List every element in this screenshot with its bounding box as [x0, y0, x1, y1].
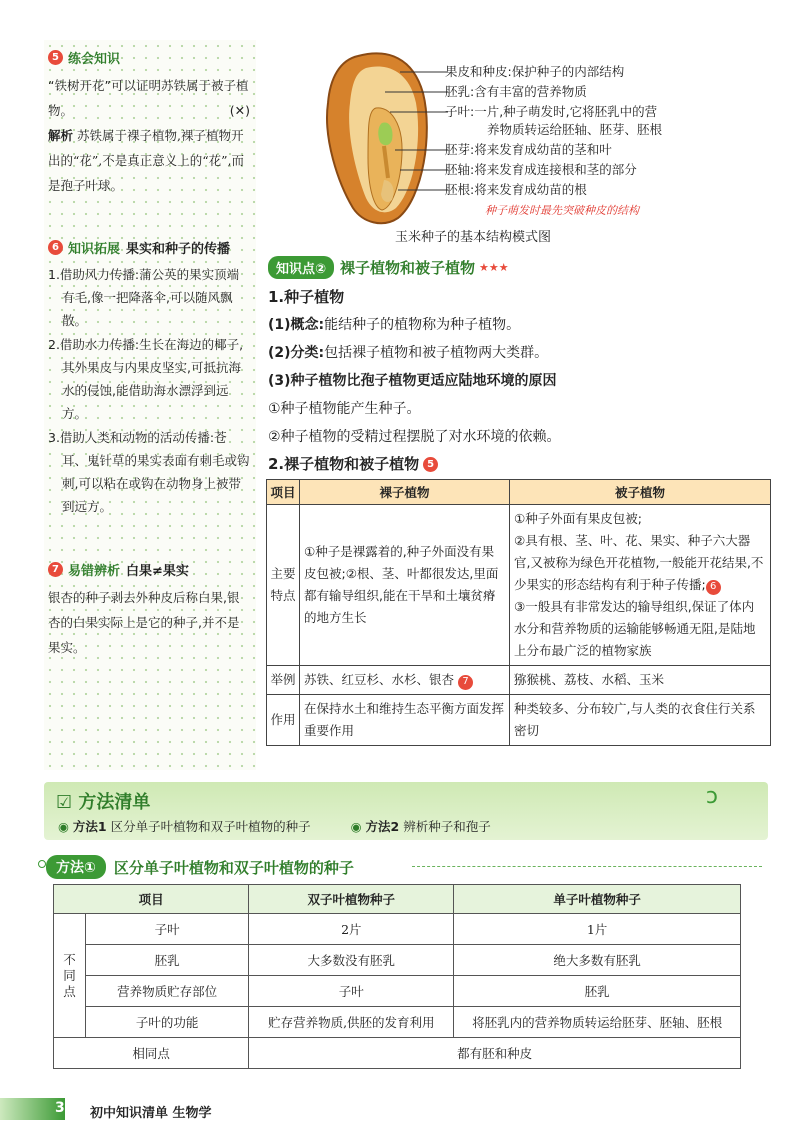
bullet-icon — [38, 860, 46, 868]
knowledge-point-header — [268, 256, 509, 279]
method1-tag: 方法① — [46, 855, 106, 879]
method-list-title: 方法清单 — [78, 792, 151, 813]
table-cell: 种类较多、分布较广,与人类的衣食住行关系密切 — [510, 695, 771, 746]
table-cell: 1片 — [454, 914, 741, 945]
concept-label: (1)概念: — [268, 317, 325, 333]
table-cell: 子叶的功能 — [86, 1007, 249, 1038]
swirl-icon: ↄ — [705, 784, 718, 809]
reason-1: ①种子植物能产生种子。 — [268, 401, 421, 417]
table-cell: ②具有根、茎、叶、花、果实、种子六大器官,又被称为绿色开花植物,一般能开花结果,不少果实的形态结构有利于种子传播; — [514, 533, 764, 592]
table-cell: 绝大多数有胚乳 — [454, 945, 741, 976]
page-number: 38 — [55, 1100, 75, 1116]
analysis-text: 苏铁属于裸子植物,裸子植物开出的“花”,不是真正意义上的“花”,而是孢子叶球。 — [48, 128, 245, 193]
table-cell: 子叶 — [86, 914, 249, 945]
table-cell: 胚乳 — [454, 976, 741, 1007]
concept-text: 能结种子的植物称为种子植物。 — [324, 317, 521, 333]
row-header: 作用 — [267, 695, 300, 746]
reason-2: ②种子植物的受精过程摆脱了对水环境的依赖。 — [268, 429, 561, 445]
diagram-caption: 玉米种子的基本结构模式图 — [395, 230, 552, 245]
reason-heading: (3)种子植物比孢子植物更适应陆地环境的原因 — [268, 373, 557, 389]
table-cell: 贮存营养物质,供胚的发育利用 — [249, 1007, 454, 1038]
seed-label: 养物质转运给胚轴、胚芽、胚根 — [487, 122, 663, 137]
gymnosperm-angiosperm-table — [266, 479, 771, 746]
table-header: 裸子植物 — [300, 480, 510, 505]
radicle-note: 种子萌发时最先突破种皮的结构 — [485, 204, 639, 217]
method-link-1[interactable]: ◉ 方法1 区分单子叶植物和双子叶植物的种子 — [58, 819, 311, 834]
table-header: 单子叶植物种子 — [454, 885, 741, 914]
table-cell: 将胚乳内的营养物质转运给胚芽、胚轴、胚根 — [454, 1007, 741, 1038]
dispersal-item: 2.借助水力传播:生长在海边的椰子,其外果皮与内果皮坚实,可抵抗海水的侵蚀,能借助海水漂浮到远方。 — [48, 337, 244, 421]
main-content — [268, 284, 778, 478]
table-cell: 营养物质贮存部位 — [86, 976, 249, 1007]
side-notes — [44, 40, 256, 770]
pointer-lines — [380, 60, 450, 200]
extension-subtitle: 果实和种子的传播 — [126, 242, 231, 257]
practice-title: 练会知识 — [68, 52, 121, 67]
table-cell: ①种子是裸露着的,种子外面没有果皮包被;②根、茎、叶都很发达,里面都有输导组织,能在干旱和土壤贫瘠的地方生长 — [300, 505, 510, 666]
practice-answer: (✕) — [229, 103, 250, 118]
method-list-banner — [44, 782, 768, 840]
mistake-title: 易错辨析 — [68, 564, 121, 579]
dispersal-item: 1.借助风力传播:蒲公英的果实顶端有毛,像一把降落伞,可以随风飘散。 — [48, 267, 240, 328]
divider — [412, 866, 762, 867]
table-header: 项目 — [267, 480, 300, 505]
section-number-6: 6 — [706, 580, 721, 595]
mistake-subtitle: 白果≠果实 — [126, 564, 189, 579]
importance-stars: ★★★ — [479, 261, 509, 274]
table-cell: ③一般具有非常发达的输导组织,保证了体内水分和营养物质的运输能够畅通无阻,是陆地上分布最广泛的植物家族 — [514, 599, 756, 658]
table-header: 被子植物 — [510, 480, 771, 505]
category-text: 包括裸子植物和被子植物两大类群。 — [324, 345, 549, 361]
row-header: 主要特点 — [267, 505, 300, 666]
checkbox-icon: ☑ — [56, 792, 73, 813]
section-number-5: 5 — [423, 457, 438, 472]
practice-section — [48, 48, 250, 198]
method1-header — [46, 855, 354, 879]
row-header: 举例 — [267, 666, 300, 695]
seed-label: 胚芽:将来发育成幼苗的茎和叶 — [445, 142, 612, 157]
group-header: 不同点 — [54, 914, 86, 1038]
book-title: 初中知识清单 生物学 — [90, 1106, 212, 1121]
table-cell: 子叶 — [249, 976, 454, 1007]
section-number-7: 7 — [48, 562, 63, 577]
method-link-2[interactable]: ◉ 方法2 辨析种子和孢子 — [350, 819, 491, 834]
table-header: 双子叶植物种子 — [249, 885, 454, 914]
seed-label: 子叶:一片,种子萌发时,它将胚乳中的营 — [445, 104, 658, 119]
seed-comparison-table — [53, 884, 741, 1069]
table-cell: 在保持水土和维持生态平衡方面发挥重要作用 — [300, 695, 510, 746]
table-header: 项目 — [54, 885, 249, 914]
method1-title: 区分单子叶植物和双子叶植物的种子 — [113, 858, 354, 877]
row-header: 相同点 — [54, 1038, 249, 1069]
table-cell: 都有胚和种皮 — [249, 1038, 741, 1069]
seed-label: 胚乳:含有丰富的营养物质 — [445, 84, 587, 99]
table-cell: 苏铁、红豆杉、水杉、银杏 — [304, 672, 455, 687]
table-cell: 胚乳 — [86, 945, 249, 976]
table-cell: 猕猴桃、荔枝、水稻、玉米 — [510, 666, 771, 695]
extension-section — [48, 238, 250, 518]
section-number-6: 6 — [48, 240, 63, 255]
heading-seed-plants: 1.种子植物 — [268, 288, 345, 306]
table-cell: 2片 — [249, 914, 454, 945]
mistake-text: 银杏的种子剥去外种皮后称白果,银杏的白果实际上是它的种子,并不是果实。 — [48, 590, 240, 655]
seed-label: 果皮和种皮:保护种子的内部结构 — [445, 64, 625, 79]
practice-question: “铁树开花”可以证明苏铁属于被子植物。 — [48, 78, 249, 118]
mistake-section — [48, 560, 250, 660]
analysis-label: 解析 — [48, 128, 74, 143]
table-cell: ①种子外面有果皮包被; — [514, 511, 642, 526]
category-label: (2)分类: — [268, 345, 325, 361]
section-number-5: 5 — [48, 50, 63, 65]
section-number-7: 7 — [458, 675, 473, 690]
seed-label: 胚轴:将来发育成连接根和茎的部分 — [445, 162, 637, 177]
knowledge-point-tag: 知识点② — [268, 256, 334, 279]
knowledge-point-title: 裸子植物和被子植物 — [340, 259, 476, 277]
heading-comparison: 2.裸子植物和被子植物 — [268, 455, 420, 473]
table-cell: 大多数没有胚乳 — [249, 945, 454, 976]
dispersal-item: 3.借助人类和动物的活动传播:苍耳、鬼针草的果实表面有刺毛或钩刺,可以粘在或钩在动物身上被带到远方。 — [48, 430, 250, 514]
extension-title: 知识拓展 — [68, 242, 121, 257]
seed-label: 胚根:将来发育成幼苗的根 — [445, 182, 587, 197]
page-footer — [0, 1098, 800, 1122]
